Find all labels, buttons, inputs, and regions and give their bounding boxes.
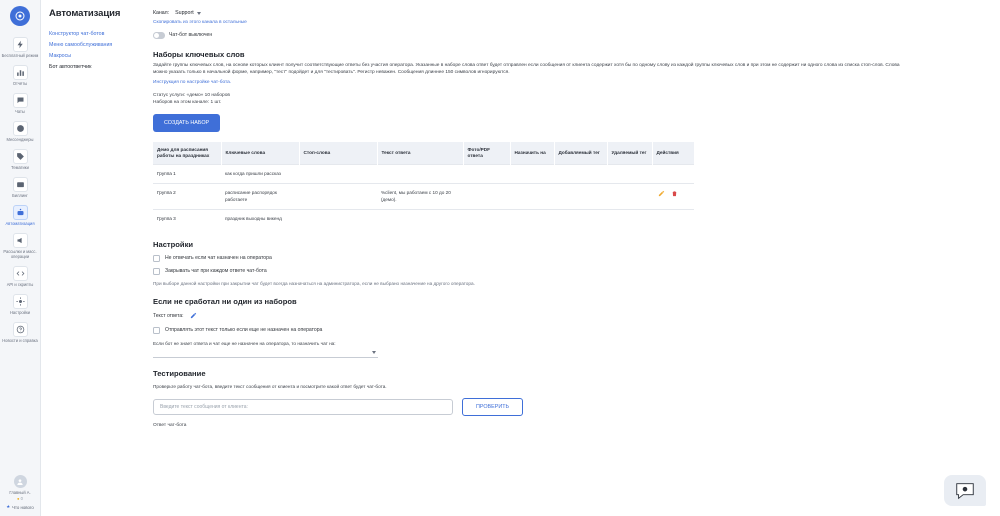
gear-icon [13,294,28,309]
bot-toggle-label: Чат-бот выключен [169,32,213,39]
cell-assign [510,165,554,184]
checkbox-send-only-if-not-assigned[interactable] [153,327,160,334]
cell-answer: %client, мы работаем с 10 до 20 (демо). [377,184,463,210]
rail-item-label: Биллинг [12,193,28,198]
avatar[interactable] [14,475,27,488]
cell-actions [652,165,694,184]
rail-item-label: Отчёты [12,81,28,86]
keyword-sets-table [153,142,695,229]
support-chat-icon [954,480,976,502]
balance-value: 0 [20,496,23,501]
delete-icon[interactable] [671,190,678,199]
table-header-row [153,142,694,165]
checkbox-close-chat-on-answer[interactable] [153,268,160,275]
testing-title: Тестирование [153,368,206,378]
pencil-icon[interactable] [190,312,197,321]
channel-selected-value: Support [175,10,194,16]
channel-row [153,10,986,16]
nav-item-self-service-menu[interactable]: Меню самообслуживания [49,41,113,48]
testing-description: Проверьте работу чат-бота, введите текст сообщения от клиента и посмотрите какой ответ будет чат-бота. [153,383,387,389]
rail-item-label: Мессенджеры [6,137,34,142]
rail-item-automation[interactable] [0,202,41,230]
rail-item-billing[interactable] [0,174,41,202]
main-content [149,0,1000,516]
test-input-placeholder: Введите текст сообщения от клиента: [160,403,248,410]
cell-photo [463,165,510,184]
th-stopwords: Стоп-слова [299,142,377,165]
cell-keywords: праздник выходны викенд [221,210,299,229]
nav-item-bot-constructor[interactable]: Конструктор чат-ботов [49,30,105,37]
cell-del-tag [607,210,652,229]
fallback-assign-select[interactable] [153,348,378,358]
rail-item-label: Тематики [11,165,29,170]
cell-group-name: Группа 1 [153,165,221,184]
rail-item-api-scripts[interactable] [0,263,41,291]
rail-user-block[interactable] [0,473,41,516]
tag-icon [13,149,28,164]
setting-label: Не отвечать если чат назначен на оператора [165,254,272,261]
cell-actions [652,184,694,210]
support-chat-widget[interactable] [944,475,986,506]
rail-item-settings[interactable] [0,291,41,319]
rail-item-news-help[interactable] [0,319,41,347]
cell-photo [463,210,510,229]
user-name: Главный А. [9,490,31,495]
setting-label: Закрывать чат при каждом ответе чат-бота [165,267,267,274]
table-row [153,184,694,210]
nav-item-macros[interactable]: Макросы [49,52,72,59]
messenger-icon [13,121,28,136]
fallback-answer-row [153,312,986,321]
table-row [153,165,694,184]
setting-row-close-chat [153,268,986,275]
rail-item-chats[interactable] [0,90,41,118]
th-remove-tag: Удаляемый тег [607,142,652,165]
robot-icon [13,205,28,220]
rail-item-label: Чаты [15,109,25,114]
copy-to-other-channels-link[interactable]: Скопировать из этого канала в остальные [153,20,247,25]
cell-add-tag [554,165,607,184]
checkbox-no-answer-when-assigned[interactable] [153,255,160,262]
create-set-button[interactable]: СОЗДАТЬ НАБОР [153,114,220,132]
service-status-label: Статус услуги: [153,92,186,98]
test-message-input[interactable] [153,399,453,415]
rail-item-label: Рассылки и масс. операции [3,249,37,259]
chevron-down-icon [197,12,201,15]
cell-assign [510,184,554,210]
rail-item-free-mode[interactable] [0,34,41,62]
balance-dot-icon: ● [17,496,20,501]
rail-item-label: Автоматизация [5,221,35,226]
rail-item-topics[interactable] [0,146,41,174]
table-row [153,210,694,229]
channel-select[interactable] [175,10,201,16]
rail-item-label: Бесплатный режим [1,53,39,58]
th-photo-pdf: Фото/PDF ответа [463,142,510,165]
cell-assign [510,210,554,229]
keyword-sets-title: Наборы ключевых слов [153,49,245,59]
fallback-check-row [153,327,986,334]
th-set-name: Демо для расписания работы на праздниках [153,142,221,165]
app-logo-icon[interactable] [10,6,30,26]
cell-keywords: расписание распорядок работаете [221,184,299,210]
cell-stopwords [299,210,377,229]
nav-item-autoresponder-bot[interactable]: Бот автоответчик [49,64,92,71]
star-icon: ★ [6,504,11,509]
edit-icon[interactable] [658,190,665,199]
settings-hint: При выборе данной настройки при закрытии чат будет всегда назначаться на администратора, если не выбрано назначение на другого оператора. [153,280,475,286]
page-title: Автоматизация [49,8,121,19]
secondary-nav [41,0,149,516]
megaphone-icon [13,233,28,248]
bot-toggle-row [153,32,986,39]
testing-row [153,398,986,416]
lightning-icon [13,37,28,52]
settings-title: Настройки [153,239,194,249]
check-button[interactable]: ПРОВЕРИТЬ [462,398,523,416]
th-keywords: Ключевые слова [221,142,299,165]
cell-del-tag [607,184,652,210]
th-answer-text: Текст ответа [377,142,463,165]
cell-add-tag [554,210,607,229]
cell-answer [377,165,463,184]
wallet-icon [13,177,28,192]
channel-label: Канал: [153,10,170,16]
bot-enable-toggle[interactable] [153,32,165,39]
primary-nav-rail [0,0,41,516]
keyword-sets-table-wrap [153,142,986,229]
sets-count-value: 1 шт. [210,99,222,105]
help-icon [13,322,28,337]
rail-item-label: Настройки [9,310,31,315]
cell-del-tag [607,165,652,184]
sets-count-label: Наборов на этом канале: [153,99,210,105]
cell-actions [652,210,694,229]
cell-stopwords [299,165,377,184]
cell-group-name: Группа 2 [153,184,221,210]
th-assign-to: Назначить на [510,142,554,165]
fallback-check-label: Отправлять этот текст только если еще не назначен на оператора [165,326,323,333]
cell-photo [463,184,510,210]
cell-add-tag [554,184,607,210]
service-status-value: «демо» 10 наборов [186,92,230,98]
code-icon [13,266,28,281]
cell-keywords: как когда пришли рассказ [221,165,299,184]
bot-answer-label: Ответ чат-бота [153,422,187,428]
rail-item-label: API и скрипты [6,282,34,287]
cell-answer [377,210,463,229]
bot-setup-instruction-link[interactable]: Инструкция по настройке чат-бота. [153,79,232,85]
chevron-down-icon [372,351,376,354]
whats-new-label: Что нового [12,504,34,510]
user-balance [0,496,41,501]
rail-item-messengers[interactable] [0,118,41,146]
fallback-answer-label: Текст ответа: [153,313,184,320]
rail-item-reports[interactable] [0,62,41,90]
rail-item-label: Новости и справка [2,338,38,343]
th-actions: Действия [652,142,694,165]
setting-row-no-answer-when-assigned [153,255,986,262]
chart-icon [13,65,28,80]
keyword-sets-description: Задайте группы ключевых слов, на основе которых клиент получит соответствующие ответы без участия оператора. Указанные в наборе слова ответ будет отправлен если сообщения от клиента содержит хотя бы по одному слову из каждой группы ключевых слов и при этом не содержит ни одного слова из списка стоп-слов. Слова можно указать только в начальной форме, например, "тест" подойдет и для "тестировать". Регистр неважен. Сообщения длиннее 150 символов игнорируются. [153,62,900,75]
cell-stopwords [299,184,377,210]
whats-new-link[interactable] [0,504,41,510]
chat-icon [13,93,28,108]
fallback-assign-label: Если бот не знает ответа и чат еще не назначен на оператора, то назначить чат на: [153,340,336,346]
th-add-tag: Добавляемый тег [554,142,607,165]
rail-item-broadcasts[interactable] [0,230,41,263]
fallback-title: Если не сработал ни один из наборов [153,296,297,306]
cell-group-name: Группа 3 [153,210,221,229]
status-block [153,92,986,106]
